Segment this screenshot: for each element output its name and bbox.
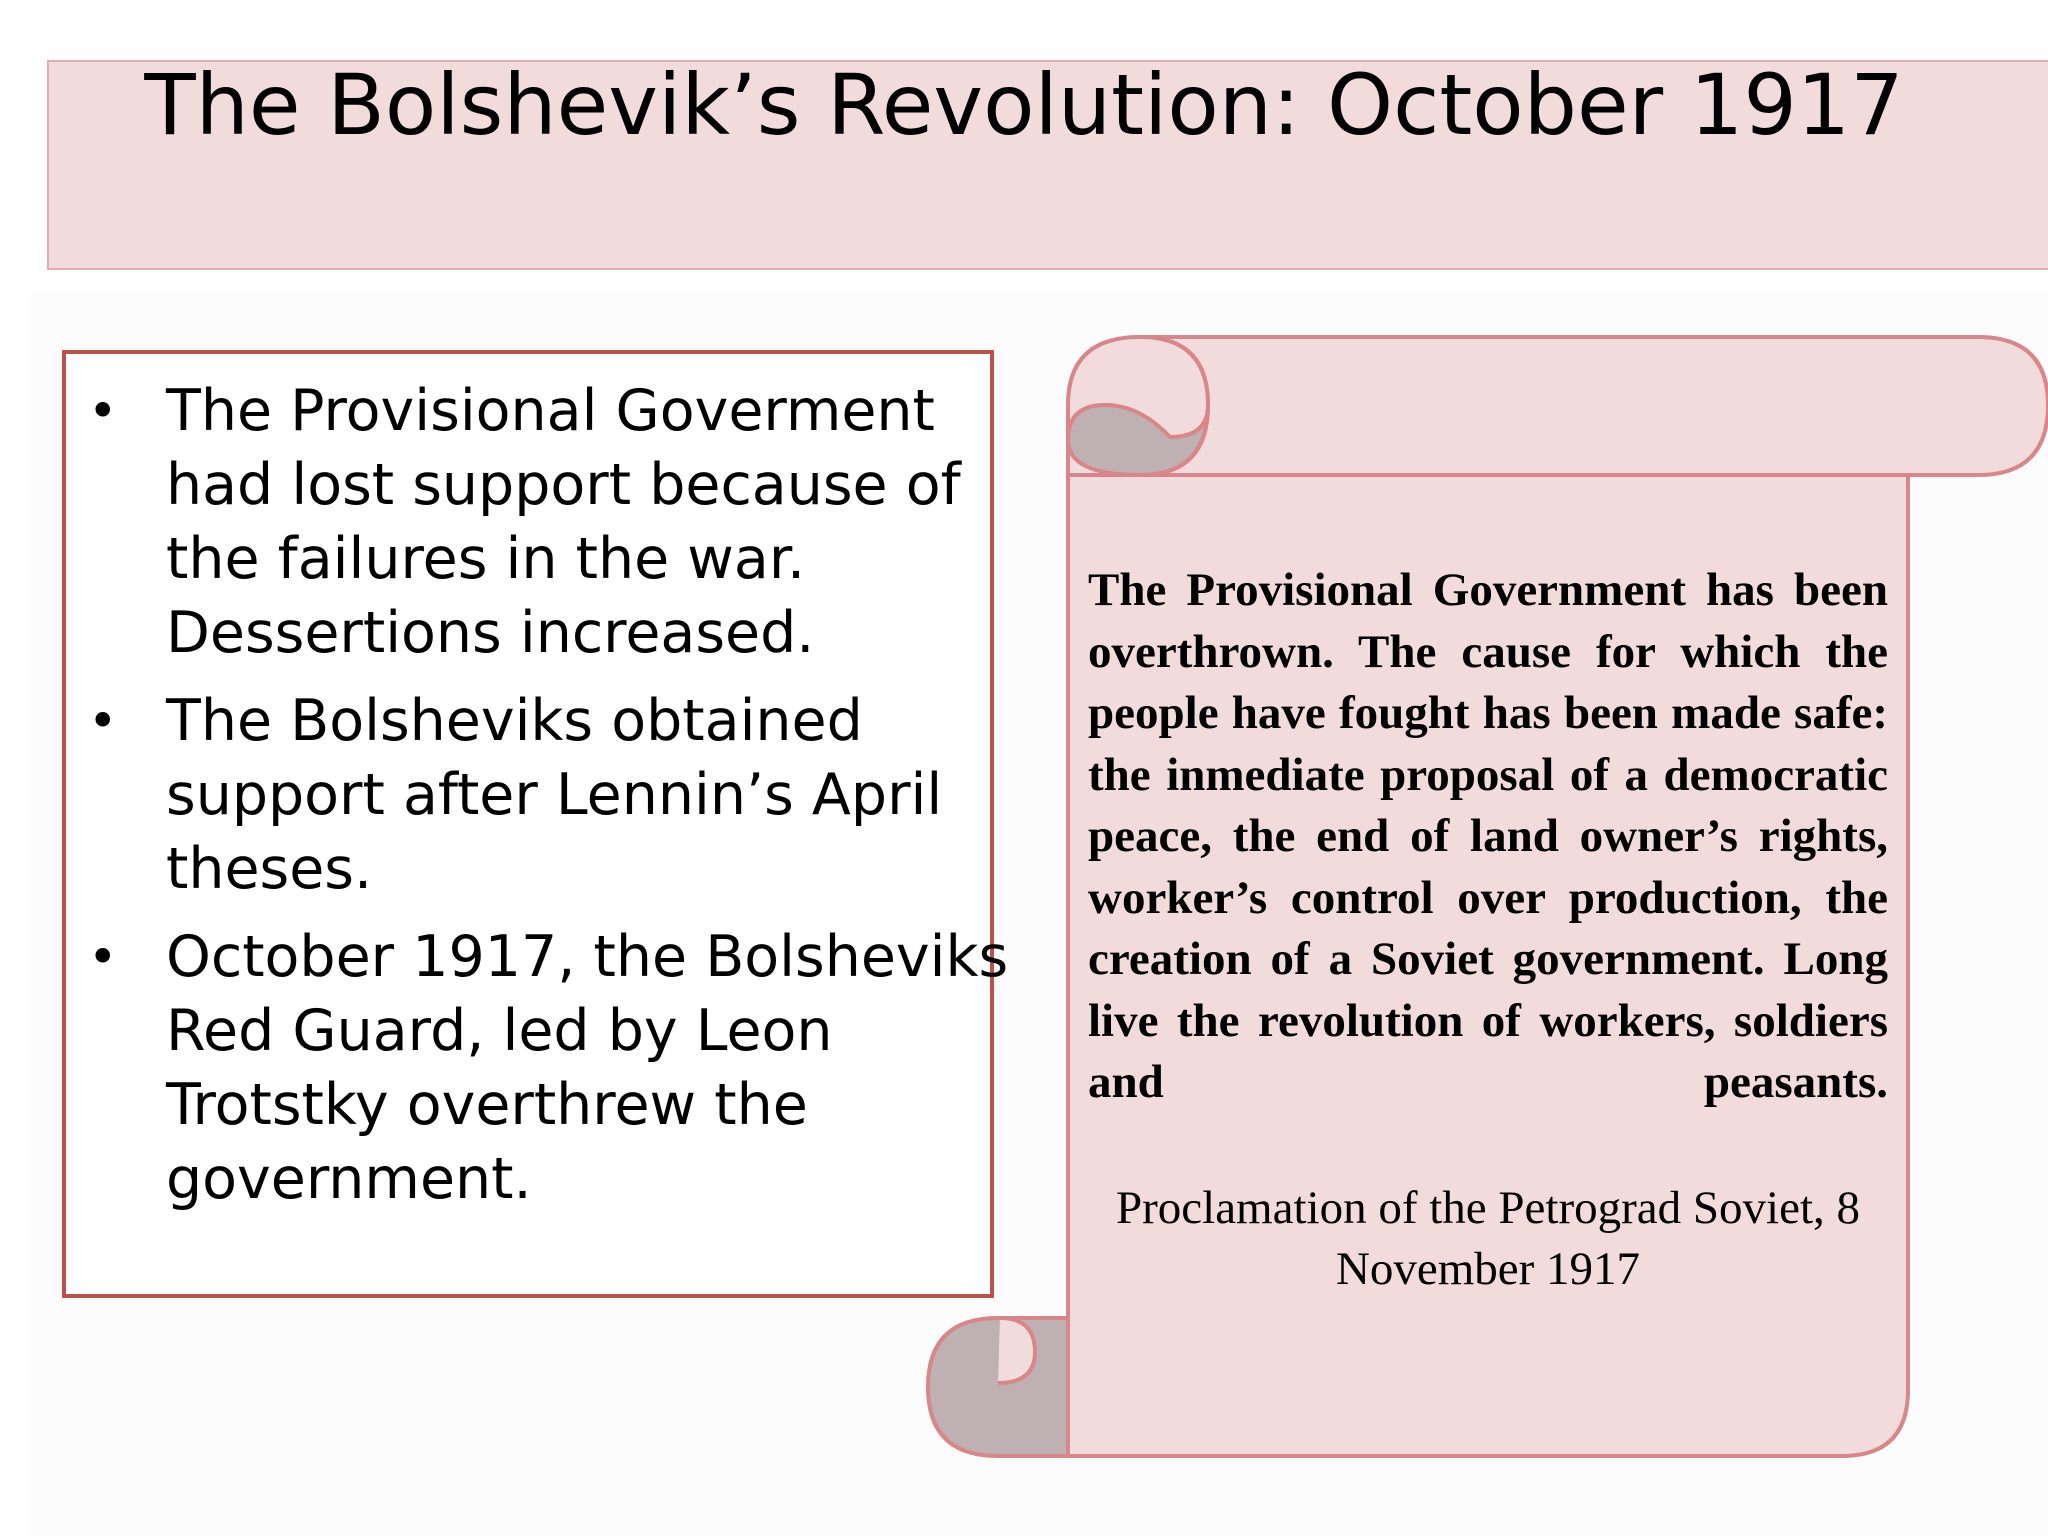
- bullet-text: The Bolsheviks obtained support after Lennin’s April theses.: [166, 688, 943, 902]
- scroll-bottom-curl: [928, 1318, 1068, 1456]
- bullet-marker: •: [88, 382, 118, 440]
- scroll-quote: The Provisional Government has been overthrown. The cause for which the people have fought has been made safe: the inmediate proposal of a democratic peace, the end of land owner’s rights, worker’s control over production, the creation of a Soviet government. Long live the revolution of workers, soldiers and peasants.: [1088, 564, 1888, 1108]
- bullet-marker: •: [88, 692, 118, 750]
- bullet-text: October 1917, the Bolsheviks Red Guard, led by Leon Trotstky overthrew the government.: [166, 924, 1009, 1212]
- scroll-source: Proclamation of the Petrograd Soviet, 8 November 1917: [1115, 1182, 1860, 1295]
- bullet-text: The Provisional Goverment had lost support because of the failures in the war. Dessertions increased.: [166, 378, 961, 666]
- scroll-top-roll: [1140, 337, 2048, 475]
- bullet-marker: •: [88, 928, 118, 986]
- scroll-bottom-curl-inner: [998, 1318, 1035, 1383]
- slide-title: The Bolshevik’s Revolution: October 1917: [144, 56, 1904, 154]
